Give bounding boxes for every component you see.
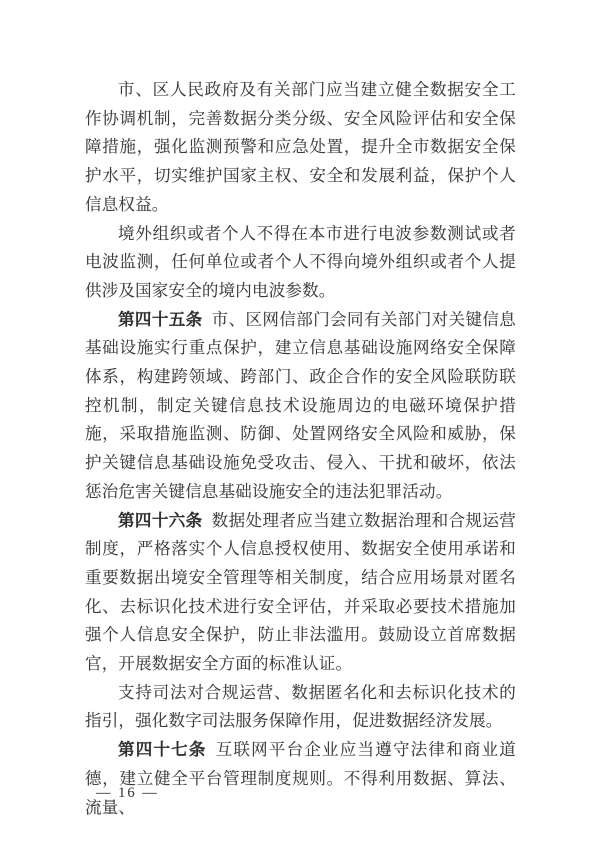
page-number: — 16 — [96, 785, 159, 801]
paragraph-text: 支持司法对合规运营、数据匿名化和去标识化技术的指引，强化数字司法服务保障作用，促进数据经济发展。 [85, 682, 516, 731]
article-number: 第四十五条 [118, 309, 203, 329]
paragraph [85, 220, 516, 306]
paragraph [85, 306, 516, 507]
paragraph-text: 互联网平台企业应当遵守法律和商业道德，建立健全平台管理制度规则。不得利用数据、算法、流量、 [85, 740, 517, 817]
document-body [85, 76, 516, 822]
article-number: 第四十七条 [118, 740, 207, 760]
paragraph-text: 市、区人民政府及有关部门应当建立健全数据安全工作协调机制，完善数据分类分级、安全风险评估和安全保障措施，强化监测预警和应急处置，提升全市数据安全保护水平，切实维护国家主权、安全和发展利益，保护个人信息权益。 [85, 80, 516, 214]
paragraph-text: 境外组织或者个人不得在本市进行电波参数测试或者电波监测，任何单位或者个人不得向境外组织或者个人提供涉及国家安全的境内电波参数。 [85, 223, 516, 300]
paragraph [85, 76, 516, 220]
paragraph-text: 市、区网信部门会同有关部门对关键信息基础设施实行重点保护，建立信息基础设施网络安全保障体系，构建跨领域、跨部门、政企合作的安全风险联防联控机制，制定关键信息技术设施周边的电磁环境保护措施，采取措施监测、防御、处置网络安全风险和威胁，保护关键信息基础设施免受攻击、侵入、干扰和破坏，依法惩治危害关键信息基础设施安全的违法犯罪活动。 [85, 309, 517, 501]
article-number: 第四十六条 [118, 510, 203, 530]
paragraph-text: 数据处理者应当建立数据治理和合规运营制度，严格落实个人信息授权使用、数据安全使用承诺和重要数据出境安全管理等相关制度，结合应用场景对匿名化、去标识化技术进行安全评估，并采取必要技术措施加强个人信息安全保护，防止非法滥用。鼓励设立首席数据官，开展数据安全方面的标准认证。 [85, 510, 517, 674]
paragraph [85, 507, 516, 679]
paragraph [85, 679, 516, 736]
paragraph [85, 736, 516, 822]
